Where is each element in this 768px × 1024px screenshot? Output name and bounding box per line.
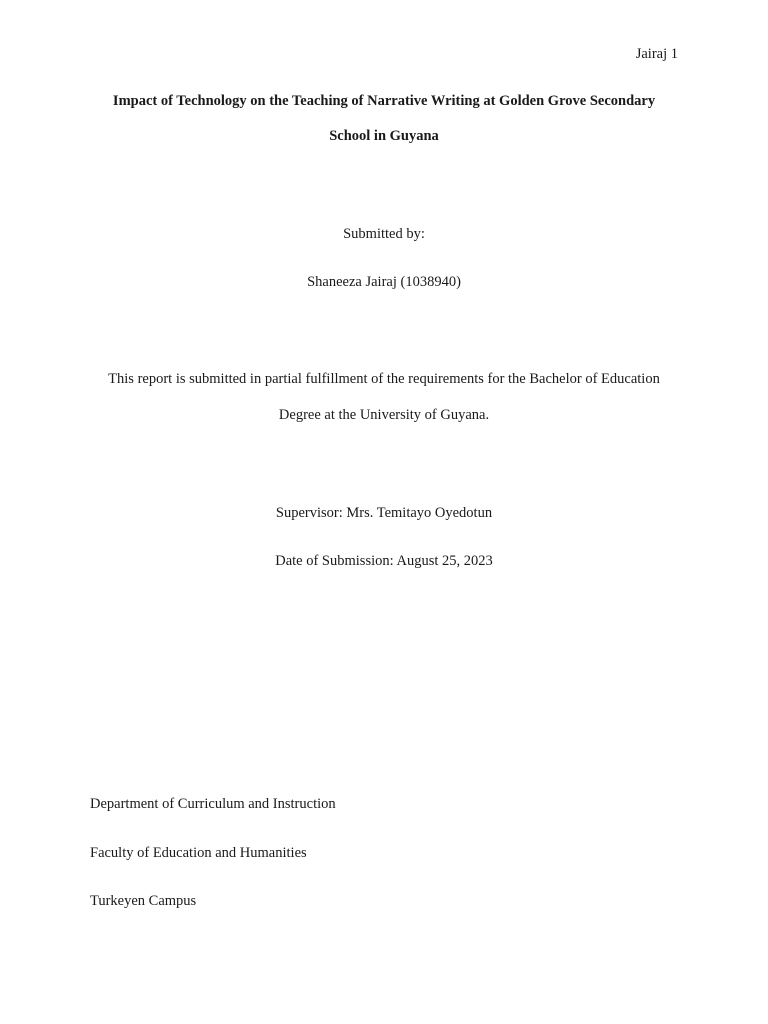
submission-date: Date of Submission: August 25, 2023 [275, 553, 493, 569]
title-line-1: Impact of Technology on the Teaching of Narrative Writing at Golden Grove Secondary [112, 93, 656, 109]
running-head: Jairaj 1 [635, 46, 678, 62]
statement-line-1: This report is submitted in partial fulfillment of the requirements for the Bachelor of Education [108, 371, 660, 387]
statement-line-2: Degree at the University of Guyana. [278, 407, 490, 423]
department: Department of Curriculum and Instruction [90, 796, 336, 812]
author-name: Shaneeza Jairaj (1038940) [307, 274, 461, 290]
title-line-2: School in Guyana [329, 128, 439, 144]
faculty: Faculty of Education and Humanities [90, 845, 307, 861]
campus: Turkeyen Campus [90, 893, 197, 909]
submitted-by-label: Submitted by: [343, 226, 425, 242]
supervisor: Supervisor: Mrs. Temitayo Oyedotun [275, 505, 493, 521]
